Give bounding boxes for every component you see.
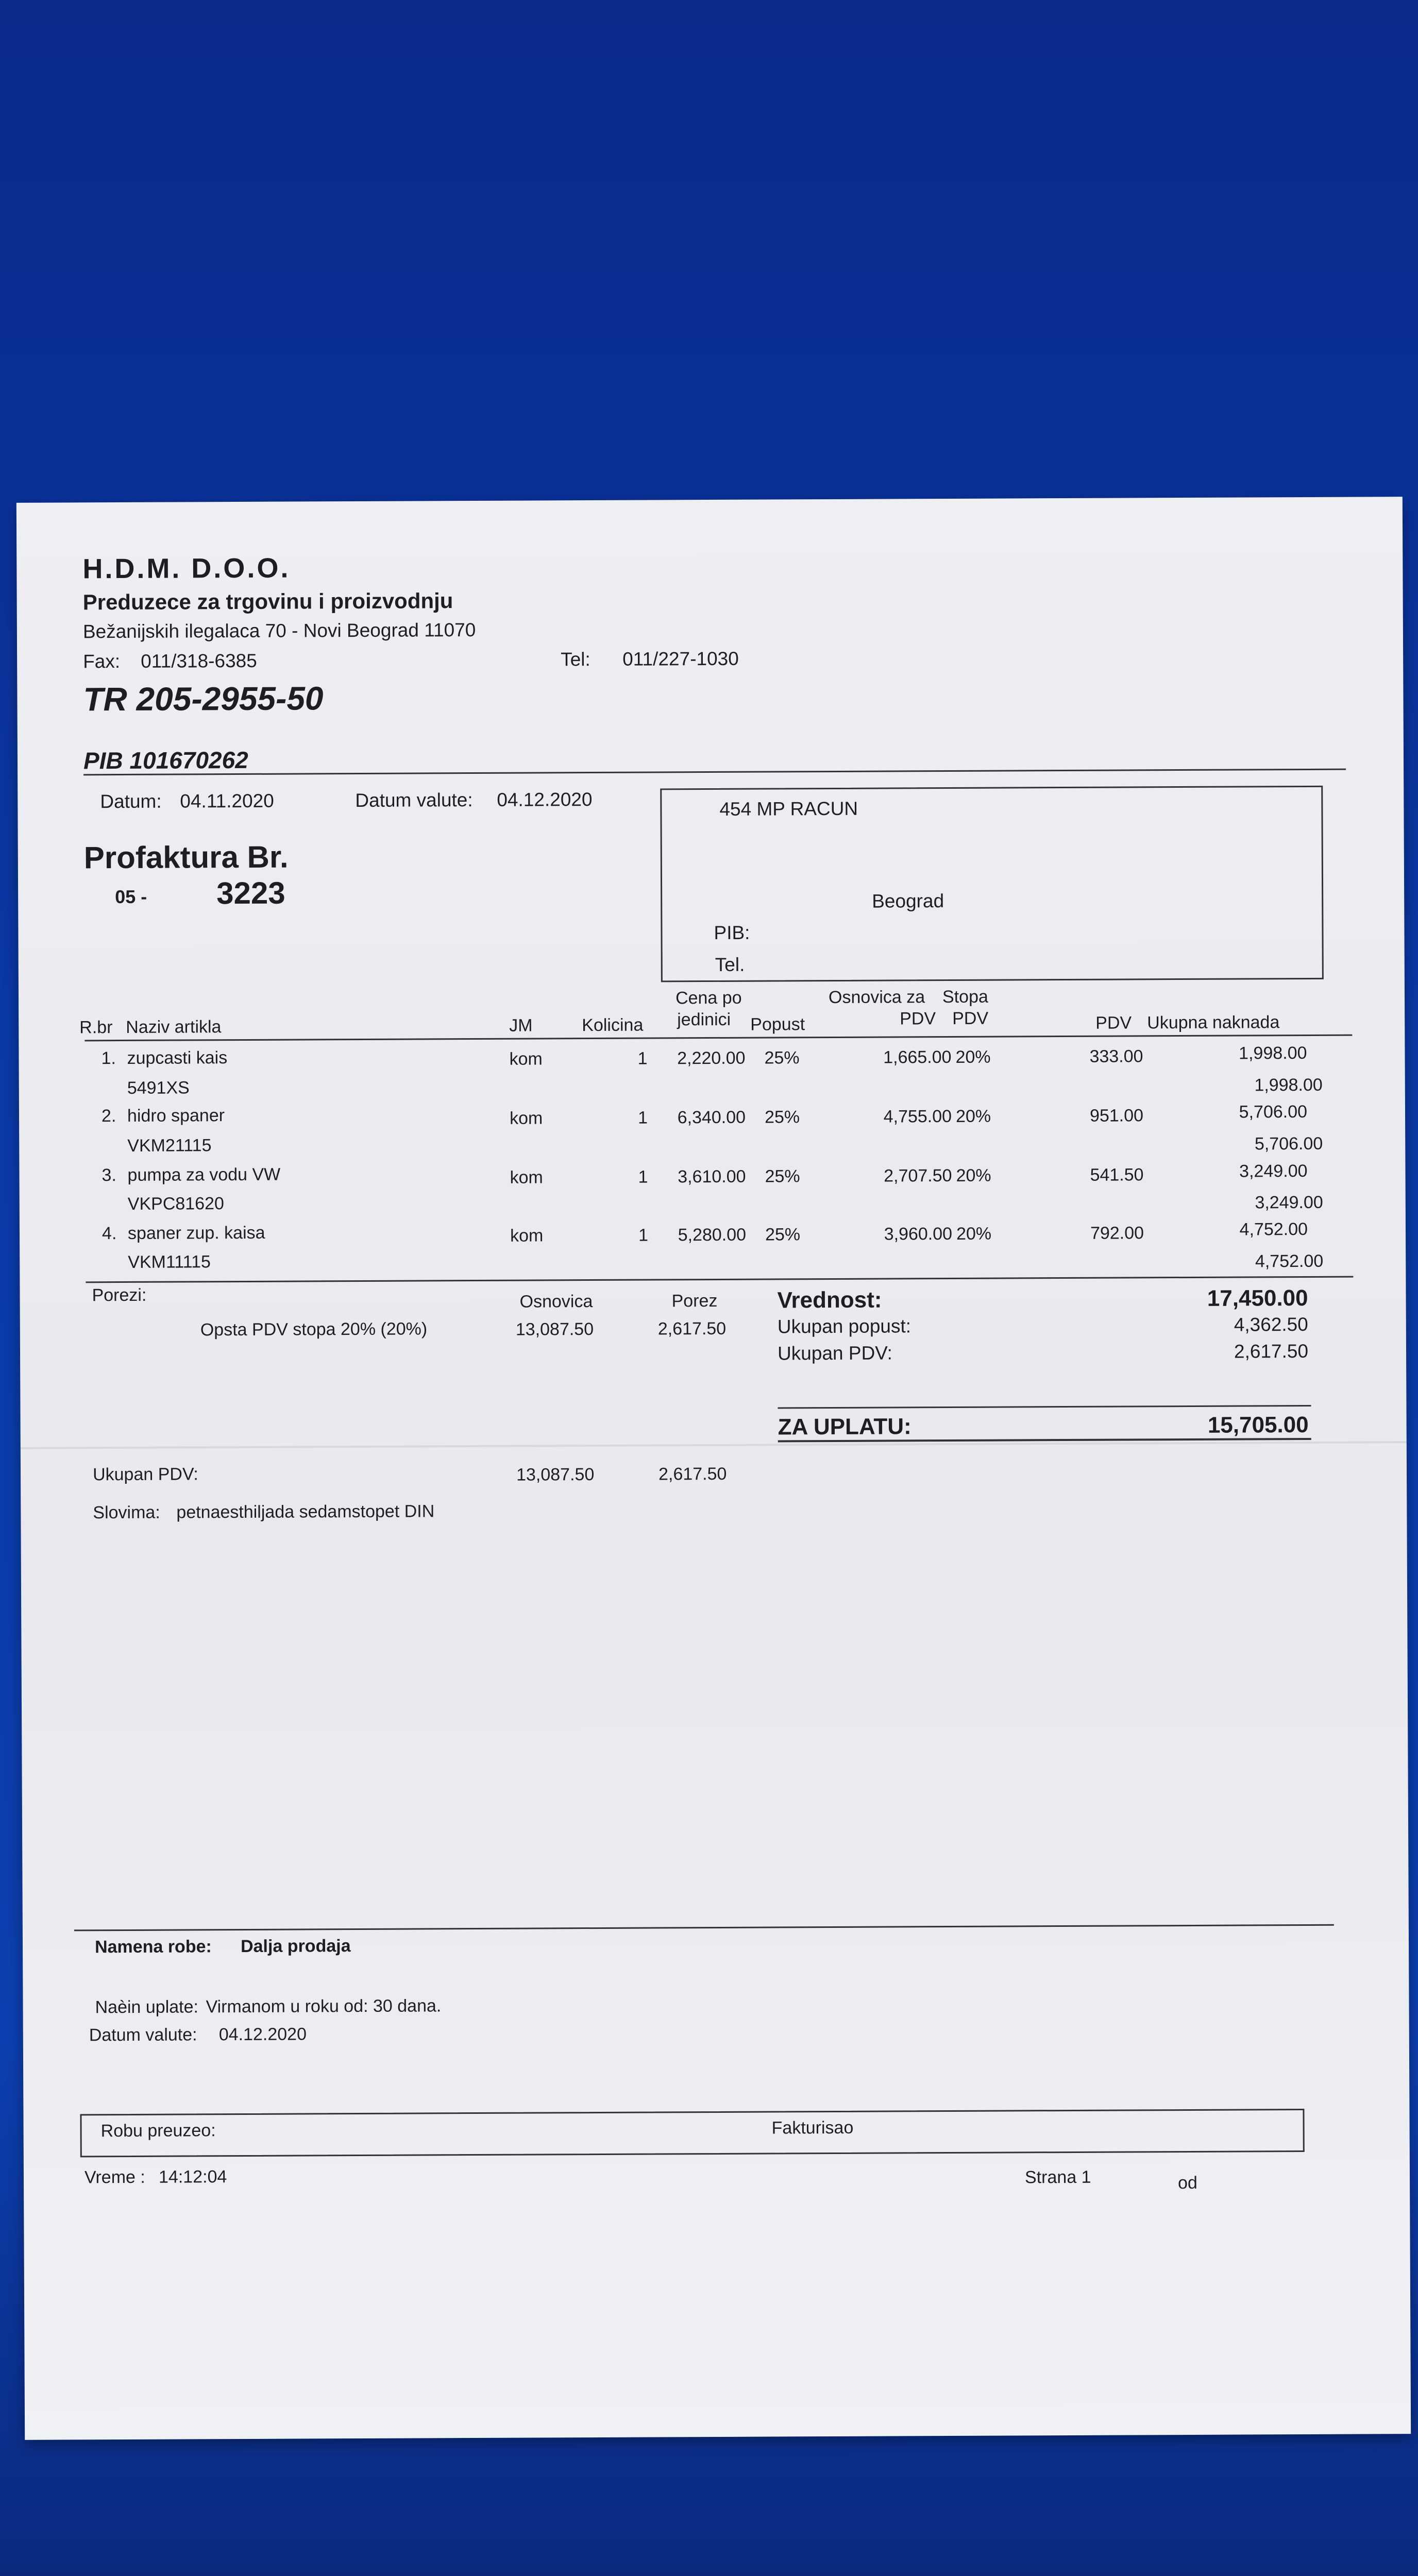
company-address: Bežanijskih ilegalaca 70 - Novi Beograd 11070 — [82, 619, 476, 642]
footer-valute-label: Datum valute: — [89, 2025, 197, 2045]
paper-fold — [21, 1441, 1407, 1449]
tr-account: TR 205-2955-50 — [83, 680, 324, 718]
row-stopa: 20% — [956, 1165, 991, 1185]
header-divider — [83, 769, 1346, 776]
col-header-osnovica-1: Osnovica za — [828, 987, 925, 1008]
col-header-popust: Popust — [750, 1014, 805, 1035]
row-popust: 25% — [764, 1107, 800, 1127]
namena-value: Dalja prodaja — [240, 1936, 351, 1957]
porezi-label: Porezi: — [92, 1285, 147, 1306]
row-pdv: 333.00 — [1089, 1046, 1143, 1066]
total-top-line — [778, 1405, 1311, 1409]
row-popust: 25% — [765, 1166, 800, 1187]
summary-pdv-osnovica: 13,087.50 — [516, 1465, 595, 1485]
za-uplatu-value: 15,705.00 — [1207, 1412, 1309, 1438]
row-pdv: 951.00 — [1089, 1106, 1144, 1126]
row-osnovica: 3,960.00 — [884, 1224, 953, 1244]
datum-value: 04.11.2020 — [180, 790, 274, 812]
row-stopa: 20% — [956, 1224, 992, 1244]
datum-valute-label: Datum valute: — [355, 789, 473, 811]
row-popust: 25% — [764, 1048, 800, 1068]
buyer-name: 454 MP RACUN — [719, 798, 858, 820]
row-sifra: 5491XS — [127, 1078, 190, 1098]
col-header-osnovica-2: PDV — [900, 1009, 936, 1029]
document-title: Profaktura Br. — [83, 839, 289, 875]
col-header-cena-1: Cena po — [675, 988, 742, 1008]
nacin-value: Virmanom u roku od: 30 dana. — [206, 1996, 442, 2017]
invoice-paper — [16, 497, 1411, 2440]
ukupan-pdv-label: Ukupan PDV: — [777, 1342, 892, 1364]
footer-divider — [74, 1924, 1334, 1931]
row-sifra: VKPC81620 — [127, 1194, 224, 1214]
nacin-label: Naèin uplate: — [95, 1997, 199, 2018]
row-pdv: 792.00 — [1090, 1223, 1144, 1243]
tax-row-porez: 2,617.50 — [657, 1318, 727, 1339]
row-osnovica: 1,665.00 — [883, 1047, 952, 1067]
signature-box — [80, 2109, 1304, 2157]
tel-label: Tel: — [561, 649, 590, 670]
fax-number: 011/318-6385 — [141, 650, 257, 672]
row-ukupna-2: 1,998.00 — [1254, 1075, 1323, 1095]
od-label: od — [1177, 2173, 1197, 2193]
row-cena: 3,610.00 — [678, 1166, 746, 1187]
robu-preuzeo-label: Robu preuzeo: — [100, 2121, 216, 2141]
row-naziv: hidro spaner — [127, 1106, 225, 1126]
col-header-stopa-1: Stopa — [942, 987, 988, 1007]
tax-row-label: Opsta PDV stopa 20% (20%) — [200, 1319, 428, 1340]
footer-valute-value: 04.12.2020 — [218, 2024, 307, 2045]
row-stopa: 20% — [955, 1047, 991, 1067]
row-rbr: 4. — [102, 1224, 117, 1244]
tax-osnovica-label: Osnovica — [519, 1292, 593, 1312]
row-rbr: 1. — [101, 1048, 116, 1069]
datum-valute-value: 04.12.2020 — [497, 789, 593, 810]
row-ukupna: 4,752.00 — [1239, 1219, 1308, 1240]
namena-label: Namena robe: — [94, 1937, 212, 1957]
col-header-pdv: PDV — [1095, 1013, 1132, 1033]
col-header-rbr: R.br — [79, 1018, 113, 1038]
tel-number: 011/227-1030 — [622, 648, 739, 670]
company-subtitle: Preduzece za trgovinu i proizvodnju — [82, 588, 453, 615]
summary-pdv-label: Ukupan PDV: — [92, 1464, 198, 1485]
ukupan-popust-label: Ukupan popust: — [777, 1315, 911, 1337]
buyer-city: Beograd — [872, 890, 944, 912]
summary-pdv-porez: 2,617.50 — [658, 1464, 727, 1484]
row-kolicina: 1 — [637, 1048, 648, 1069]
row-naziv: spaner zup. kaisa — [127, 1223, 265, 1243]
fakturisao-label: Fakturisao — [771, 2117, 854, 2138]
row-rbr: 3. — [102, 1165, 116, 1185]
table-bottom-divider — [86, 1276, 1353, 1283]
row-ukupna-2: 4,752.00 — [1255, 1251, 1324, 1272]
row-ukupna-2: 5,706.00 — [1254, 1133, 1323, 1154]
buyer-tel-label: Tel. — [715, 954, 745, 975]
col-header-stopa-2: PDV — [952, 1008, 989, 1028]
pib-number: PIB 101670262 — [83, 746, 248, 774]
row-cena: 5,280.00 — [678, 1225, 747, 1245]
vreme-value: 14:12:04 — [158, 2167, 227, 2187]
datum-label: Datum: — [100, 790, 162, 812]
row-kolicina: 1 — [638, 1167, 648, 1187]
document-prefix: 05 - — [115, 886, 147, 908]
strana-label: Strana 1 — [1024, 2167, 1091, 2188]
tax-porez-label: Porez — [671, 1291, 718, 1311]
slovima-label: Slovima: — [93, 1502, 160, 1523]
ukupan-popust-value: 4,362.50 — [1234, 1313, 1308, 1335]
col-header-naziv: Naziv artikla — [126, 1017, 222, 1037]
document-number: 3223 — [216, 875, 285, 911]
col-header-cena-2: jedinici — [677, 1009, 731, 1030]
company-name: H.D.M. D.O.O. — [82, 552, 291, 585]
row-jm: kom — [509, 1108, 543, 1128]
slovima-value: petnaesthiljada sedamstopet DIN — [176, 1501, 435, 1522]
row-naziv: zupcasti kais — [127, 1048, 228, 1068]
row-kolicina: 1 — [638, 1225, 649, 1245]
row-kolicina: 1 — [638, 1108, 648, 1128]
row-osnovica: 4,755.00 — [883, 1106, 952, 1127]
row-stopa: 20% — [955, 1106, 991, 1126]
row-ukupna: 5,706.00 — [1239, 1101, 1308, 1122]
col-header-ukupna: Ukupna naknada — [1147, 1012, 1280, 1033]
row-cena: 6,340.00 — [677, 1107, 746, 1128]
row-jm: kom — [510, 1226, 544, 1246]
vreme-label: Vreme : — [84, 2167, 145, 2188]
row-naziv: pumpa za vodu VW — [127, 1164, 281, 1185]
buyer-pib-label: PIB: — [714, 922, 750, 943]
vrednost-value: 17,450.00 — [1207, 1285, 1308, 1311]
col-header-jm: JM — [509, 1015, 533, 1036]
row-pdv: 541.50 — [1090, 1165, 1144, 1185]
col-header-kolicina: Kolicina — [582, 1015, 644, 1036]
row-cena: 2,220.00 — [677, 1048, 746, 1069]
fax-label: Fax: — [83, 651, 121, 672]
row-ukupna: 3,249.00 — [1239, 1161, 1308, 1181]
row-popust: 25% — [765, 1225, 801, 1245]
za-uplatu-label: ZA UPLATU: — [778, 1414, 911, 1440]
tax-row-osnovica: 13,087.50 — [515, 1319, 594, 1340]
vrednost-label: Vrednost: — [777, 1287, 882, 1313]
row-osnovica: 2,707.50 — [884, 1165, 952, 1186]
row-ukupna: 1,998.00 — [1239, 1043, 1307, 1063]
row-jm: kom — [509, 1049, 543, 1069]
row-sifra: VKM11115 — [128, 1252, 211, 1272]
row-rbr: 2. — [101, 1106, 116, 1126]
row-ukupna-2: 3,249.00 — [1255, 1192, 1323, 1213]
table-header-divider — [85, 1035, 1352, 1042]
row-jm: kom — [510, 1167, 543, 1188]
row-sifra: VKM21115 — [127, 1136, 212, 1156]
ukupan-pdv-value: 2,617.50 — [1234, 1340, 1309, 1362]
